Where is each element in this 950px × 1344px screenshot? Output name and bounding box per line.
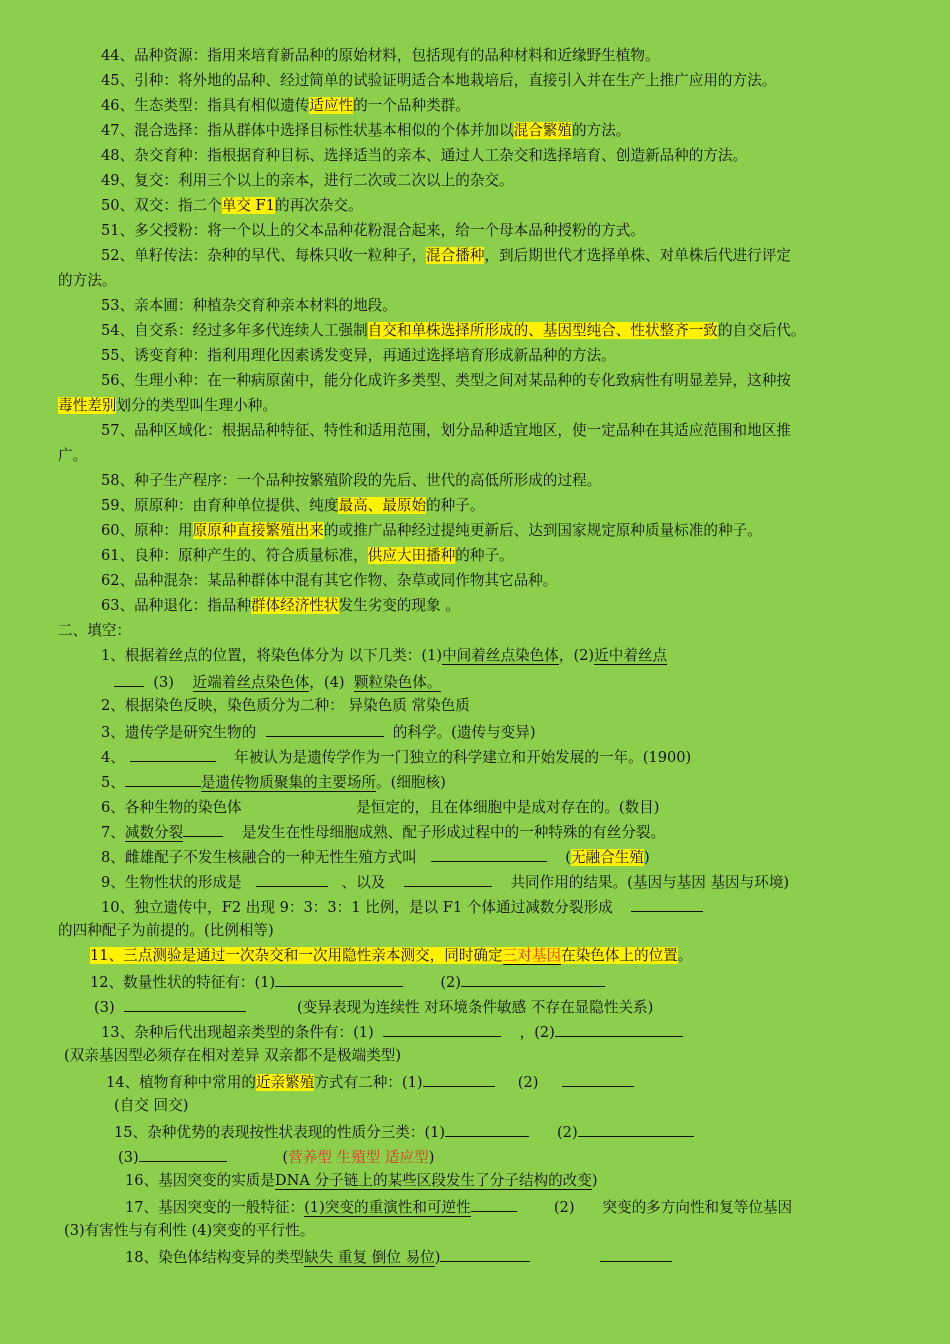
q-text: (变异表现为连续性 对环境条件敏感 不存在显隐性关系) bbox=[297, 999, 654, 1016]
fill-18 bbox=[125, 1246, 672, 1266]
answer-blank bbox=[125, 771, 201, 787]
def-text: 的方法。 bbox=[58, 272, 117, 289]
fill-12 bbox=[90, 971, 605, 991]
fill-3 bbox=[101, 721, 536, 741]
q-text: 8、雌雄配子不发生核融合的一种无性生殖方式叫 bbox=[101, 849, 417, 866]
q-text: ，(4) bbox=[309, 674, 350, 691]
highlight-text: 毒性差别 bbox=[58, 397, 117, 414]
fill-6 bbox=[101, 796, 659, 816]
def-text: 58、种子生产程序：一个品种按繁殖阶段的先后、世代的高低所形成的过程。 bbox=[101, 472, 602, 489]
q-text: 13、杂种后代出现超亲类型的条件有：(1) bbox=[101, 1024, 374, 1041]
fill-5 bbox=[101, 771, 446, 791]
answer-blank bbox=[130, 746, 216, 762]
q-text: ，(2) bbox=[558, 647, 595, 664]
def-56 bbox=[101, 371, 791, 391]
highlight-text: 11、三点测验是通过一次杂交和一次用隐性亲本测交，同时确定 bbox=[90, 947, 503, 964]
answer-text: 是遗传物质聚集的主要场所 bbox=[200, 774, 377, 791]
def-text: 的种子。 bbox=[455, 547, 514, 564]
q-text: 14、植物育种中常用的 bbox=[106, 1074, 256, 1091]
def-55 bbox=[101, 346, 616, 366]
def-text: 60、原种：用 bbox=[101, 522, 193, 539]
answer-blank bbox=[404, 871, 492, 887]
def-47 bbox=[101, 121, 630, 141]
q-text: (双亲基因型必须存在相对差异 双亲都不是极端类型) bbox=[64, 1047, 402, 1064]
def-text: 59、原原种：由育种单位提供、纯度 bbox=[101, 497, 339, 514]
highlight-text: 群体经济性状 bbox=[250, 597, 339, 614]
answer-blank bbox=[251, 796, 347, 812]
def-text: 的方法。 bbox=[572, 122, 631, 139]
def-57-cont bbox=[58, 446, 87, 466]
def-53 bbox=[101, 296, 397, 316]
answer-blank bbox=[383, 1021, 501, 1037]
answer-blank bbox=[562, 1071, 634, 1087]
def-text: 的再次杂交。 bbox=[274, 197, 363, 214]
answer-text: 近端着丝点染色体 bbox=[192, 674, 310, 691]
answer-text: 缺失 重复 倒位 易位 bbox=[304, 1249, 435, 1266]
answer-blank bbox=[139, 1146, 227, 1162]
answer-text: 减数分裂 bbox=[124, 824, 184, 841]
def-54 bbox=[101, 321, 806, 341]
q-text: 15、杂种优势的表现按性状表现的性质分三类：(1) bbox=[114, 1124, 446, 1141]
q-text: 是恒定的，且在体细胞中是成对存在的。(数目) bbox=[356, 799, 660, 816]
fill-10 bbox=[101, 896, 703, 916]
def-text: 划分的类型叫生理小种。 bbox=[116, 397, 277, 414]
def-text: 的一个品种类群。 bbox=[353, 97, 470, 114]
def-text: 55、诱变育种：指利用理化因素诱发变异，再通过选择培育形成新品种的方法。 bbox=[101, 347, 616, 364]
answer-blank bbox=[431, 846, 547, 862]
fill-7 bbox=[101, 821, 665, 841]
q-text: (3) bbox=[118, 1149, 139, 1166]
fill-15-cont bbox=[118, 1146, 434, 1166]
fill-14-cont bbox=[114, 1096, 188, 1116]
highlight-text: 近亲繁殖 bbox=[255, 1074, 315, 1091]
q-text: 2、根据染色反映，染色质分为二种： 异染色质 常染色质 bbox=[101, 697, 470, 714]
def-63 bbox=[101, 596, 460, 616]
highlight-text: 适应性 bbox=[309, 97, 354, 114]
fill-13 bbox=[101, 1021, 683, 1041]
fill-17-cont bbox=[64, 1221, 314, 1241]
highlight-text: 混合繁殖 bbox=[513, 122, 572, 139]
def-57 bbox=[101, 421, 791, 441]
def-text: 广。 bbox=[58, 447, 88, 464]
q-text: 方式有二种：(1) bbox=[314, 1074, 423, 1091]
fill-17 bbox=[125, 1196, 792, 1216]
answer-blank bbox=[440, 1246, 530, 1262]
def-text: 53、亲本圃：种植杂交育种亲本材料的地段。 bbox=[101, 297, 397, 314]
def-text: 52、单籽传法：杂种的早代、每株只收一粒种子， bbox=[101, 247, 427, 264]
answer-blank bbox=[471, 1196, 517, 1212]
q-text: (2) bbox=[553, 1199, 575, 1216]
answer-blank bbox=[578, 1121, 694, 1137]
answer-blank bbox=[124, 996, 246, 1012]
fill-4 bbox=[101, 746, 691, 766]
def-text: 46、生态类型：指具有相似遗传 bbox=[101, 97, 310, 114]
def-text: 56、生理小种：在一种病原菌中，能分化成许多类型、类型之间对某品种的专化致病性有明显差异，这种按 bbox=[101, 372, 791, 389]
answer-blank bbox=[423, 1071, 495, 1087]
q-text: 、以及 bbox=[341, 874, 386, 891]
q-text: ( bbox=[565, 849, 571, 866]
q-text: 突变的多方向性和复等位基因 bbox=[602, 1199, 793, 1216]
q-text: ) bbox=[643, 849, 650, 866]
def-text: 54、自交系：经过多年多代连续人工强制 bbox=[101, 322, 368, 339]
fill-1-cont bbox=[114, 671, 441, 691]
highlight-text: 原原种直接繁殖出来 bbox=[192, 522, 324, 539]
answer-blank bbox=[555, 1021, 683, 1037]
q-text: 1、根据着丝点的位置，将染色体分为 以下几类：(1) bbox=[101, 647, 443, 664]
answer-blank bbox=[183, 821, 223, 837]
def-44 bbox=[101, 46, 660, 66]
answer-text: 颗粒染色体。 bbox=[353, 674, 442, 691]
highlight-text: 单交 F1 bbox=[221, 197, 275, 214]
fill-16 bbox=[125, 1171, 598, 1191]
def-46 bbox=[101, 96, 470, 116]
q-text: 的四种配子为前提的。(比例相等) bbox=[58, 922, 274, 939]
heading-text: 二、填空： bbox=[58, 622, 131, 639]
def-text: 的种子。 bbox=[426, 497, 485, 514]
answer-blank bbox=[461, 971, 605, 987]
q-text: 是发生在性母细胞成熟、配子形成过程中的一种特殊的有丝分裂。 bbox=[241, 824, 666, 841]
q-text: (2) bbox=[440, 974, 461, 991]
def-45 bbox=[101, 71, 776, 91]
def-56-cont bbox=[58, 396, 277, 416]
q-text: 16、基因突变的实质是 bbox=[125, 1172, 275, 1189]
def-text: 61、良种：原种产生的、符合质量标准， bbox=[101, 547, 368, 564]
q-text: 6、各种生物的染色体 bbox=[101, 799, 242, 816]
def-text: 50、双交：指二个 bbox=[101, 197, 222, 214]
q-text: ) bbox=[434, 1249, 441, 1266]
q-text: 10、独立遗传中，F2 出现 9：3：3：1 比例，是以 F1 个体通过减数分裂形成 bbox=[101, 899, 613, 916]
fill-15 bbox=[114, 1121, 694, 1141]
q-text: 12、数量性状的特征有：(1) bbox=[90, 974, 276, 991]
fill-9 bbox=[101, 871, 789, 891]
def-text: 的或推广品种经过提纯更新后、达到国家规定原种质量标准的种子。 bbox=[323, 522, 762, 539]
def-61 bbox=[101, 546, 514, 566]
q-text: 。(细胞核) bbox=[376, 774, 446, 791]
q-text: ，(2) bbox=[519, 1024, 555, 1041]
def-60 bbox=[101, 521, 762, 541]
highlight-text: 在染色体上的位置 bbox=[561, 947, 678, 964]
highlight-text: 自交和单株选择所形成的、基因型纯合、性状整齐一致 bbox=[367, 322, 718, 339]
highlight-text: 无融合生殖 bbox=[570, 849, 644, 866]
def-51 bbox=[101, 221, 645, 241]
fill-8 bbox=[101, 846, 650, 866]
q-text: (自交 回交) bbox=[114, 1097, 189, 1114]
def-text: 48、杂交育种：指根据育种目标、选择适当的亲本、通过人工杂交和选择培育、创造新品种的方法。 bbox=[101, 147, 748, 164]
def-58 bbox=[101, 471, 601, 491]
answer-blank bbox=[266, 721, 384, 737]
def-48 bbox=[101, 146, 747, 166]
answer-blank bbox=[275, 971, 403, 987]
def-text: 的自交后代。 bbox=[717, 322, 806, 339]
def-text: 发生劣变的现象 。 bbox=[338, 597, 460, 614]
q-text: 。 bbox=[677, 947, 693, 964]
q-text: (3)有害性与有利性 (4)突变的平行性。 bbox=[64, 1222, 315, 1239]
highlight-text: 供应大田播种 bbox=[367, 547, 456, 564]
answer-text: 营养型 生殖型 适应型 bbox=[288, 1149, 429, 1166]
highlight-text: 混合播种 bbox=[426, 247, 485, 264]
def-text: 57、品种区域化：根据品种特征、特性和适用范围，划分品种适宜地区，使一定品种在其适应范围和地区推 bbox=[101, 422, 791, 439]
q-text: ) bbox=[591, 1172, 598, 1189]
q-text: 18、染色体结构变异的类型 bbox=[125, 1249, 305, 1266]
answer-text: (1)突变的重演性和可逆性 bbox=[304, 1199, 471, 1216]
def-text: 62、品种混杂：某品种群体中混有其它作物、杂草或同作物其它品种。 bbox=[101, 572, 558, 589]
q-text: 4、 bbox=[101, 749, 125, 766]
q-text: 年被认为是遗传学作为一门独立的科学建立和开始发展的一年。(1900) bbox=[234, 749, 692, 766]
q-text: ) bbox=[428, 1149, 435, 1166]
def-49 bbox=[101, 171, 514, 191]
q-text: 17、基因突变的一般特征： bbox=[125, 1199, 305, 1216]
q-text: 7、 bbox=[101, 824, 125, 841]
def-59 bbox=[101, 496, 484, 516]
def-text: 45、引种：将外地的品种、经过简单的试验证明适合本地栽培后，直接引入并在生产上推广应用的方法。 bbox=[101, 72, 777, 89]
fill-13-cont bbox=[64, 1046, 401, 1066]
answer-blank bbox=[256, 871, 328, 887]
fill-12-cont bbox=[94, 996, 653, 1016]
def-52-cont bbox=[58, 271, 116, 291]
answer-blank bbox=[600, 1246, 672, 1262]
q-text: (3) bbox=[153, 674, 174, 691]
def-text: 49、复交：利用三个以上的亲本，进行二次或二次以上的杂交。 bbox=[101, 172, 514, 189]
answer-text: DNA 分子链上的某些区段发生了分子结构的改变 bbox=[274, 1172, 592, 1189]
answer-blank bbox=[114, 671, 144, 687]
answer-text: 三对基因 bbox=[502, 947, 561, 964]
q-text: 9、生物性状的形成是 bbox=[101, 874, 242, 891]
answer-blank bbox=[631, 896, 703, 912]
answer-text: 中间着丝点染色体 bbox=[442, 647, 559, 664]
def-text: 47、混合选择：指从群体中选择目标性状基本相似的个体并加以 bbox=[101, 122, 514, 139]
q-text: 5、 bbox=[101, 774, 125, 791]
section-heading bbox=[58, 621, 131, 641]
fill-10-cont bbox=[58, 921, 274, 941]
q-text: (2) bbox=[556, 1124, 578, 1141]
def-text: 44、品种资源：指用来培育新品种的原始材料，包括现有的品种材料和近缘野生植物。 bbox=[101, 47, 660, 64]
def-52 bbox=[101, 246, 791, 266]
def-50 bbox=[101, 196, 363, 216]
def-text: ，到后期世代才选择单株、对单株后代进行评定 bbox=[484, 247, 791, 264]
q-text: (2) bbox=[517, 1074, 539, 1091]
fill-2 bbox=[101, 696, 470, 716]
q-text: 的科学。(遗传与变异) bbox=[392, 724, 536, 741]
fill-1 bbox=[101, 646, 667, 666]
q-text: 3、遗传学是研究生物的 bbox=[101, 724, 257, 741]
def-text: 51、多父授粉：将一个以上的父本品种花粉混合起来，给一个母本品种授粉的方式。 bbox=[101, 222, 645, 239]
fill-14 bbox=[106, 1071, 634, 1091]
highlight-text: 最高、最原始 bbox=[338, 497, 427, 514]
def-62 bbox=[101, 571, 557, 591]
q-text: 共同作用的结果。(基因与基因 基因与环境) bbox=[510, 874, 790, 891]
answer-text: 近中着丝点 bbox=[594, 647, 668, 664]
q-text: ( bbox=[282, 1149, 289, 1166]
q-text: (3) bbox=[94, 999, 115, 1016]
answer-blank bbox=[445, 1121, 529, 1137]
fill-11 bbox=[90, 946, 692, 966]
def-text: 63、品种退化：指品种 bbox=[101, 597, 251, 614]
